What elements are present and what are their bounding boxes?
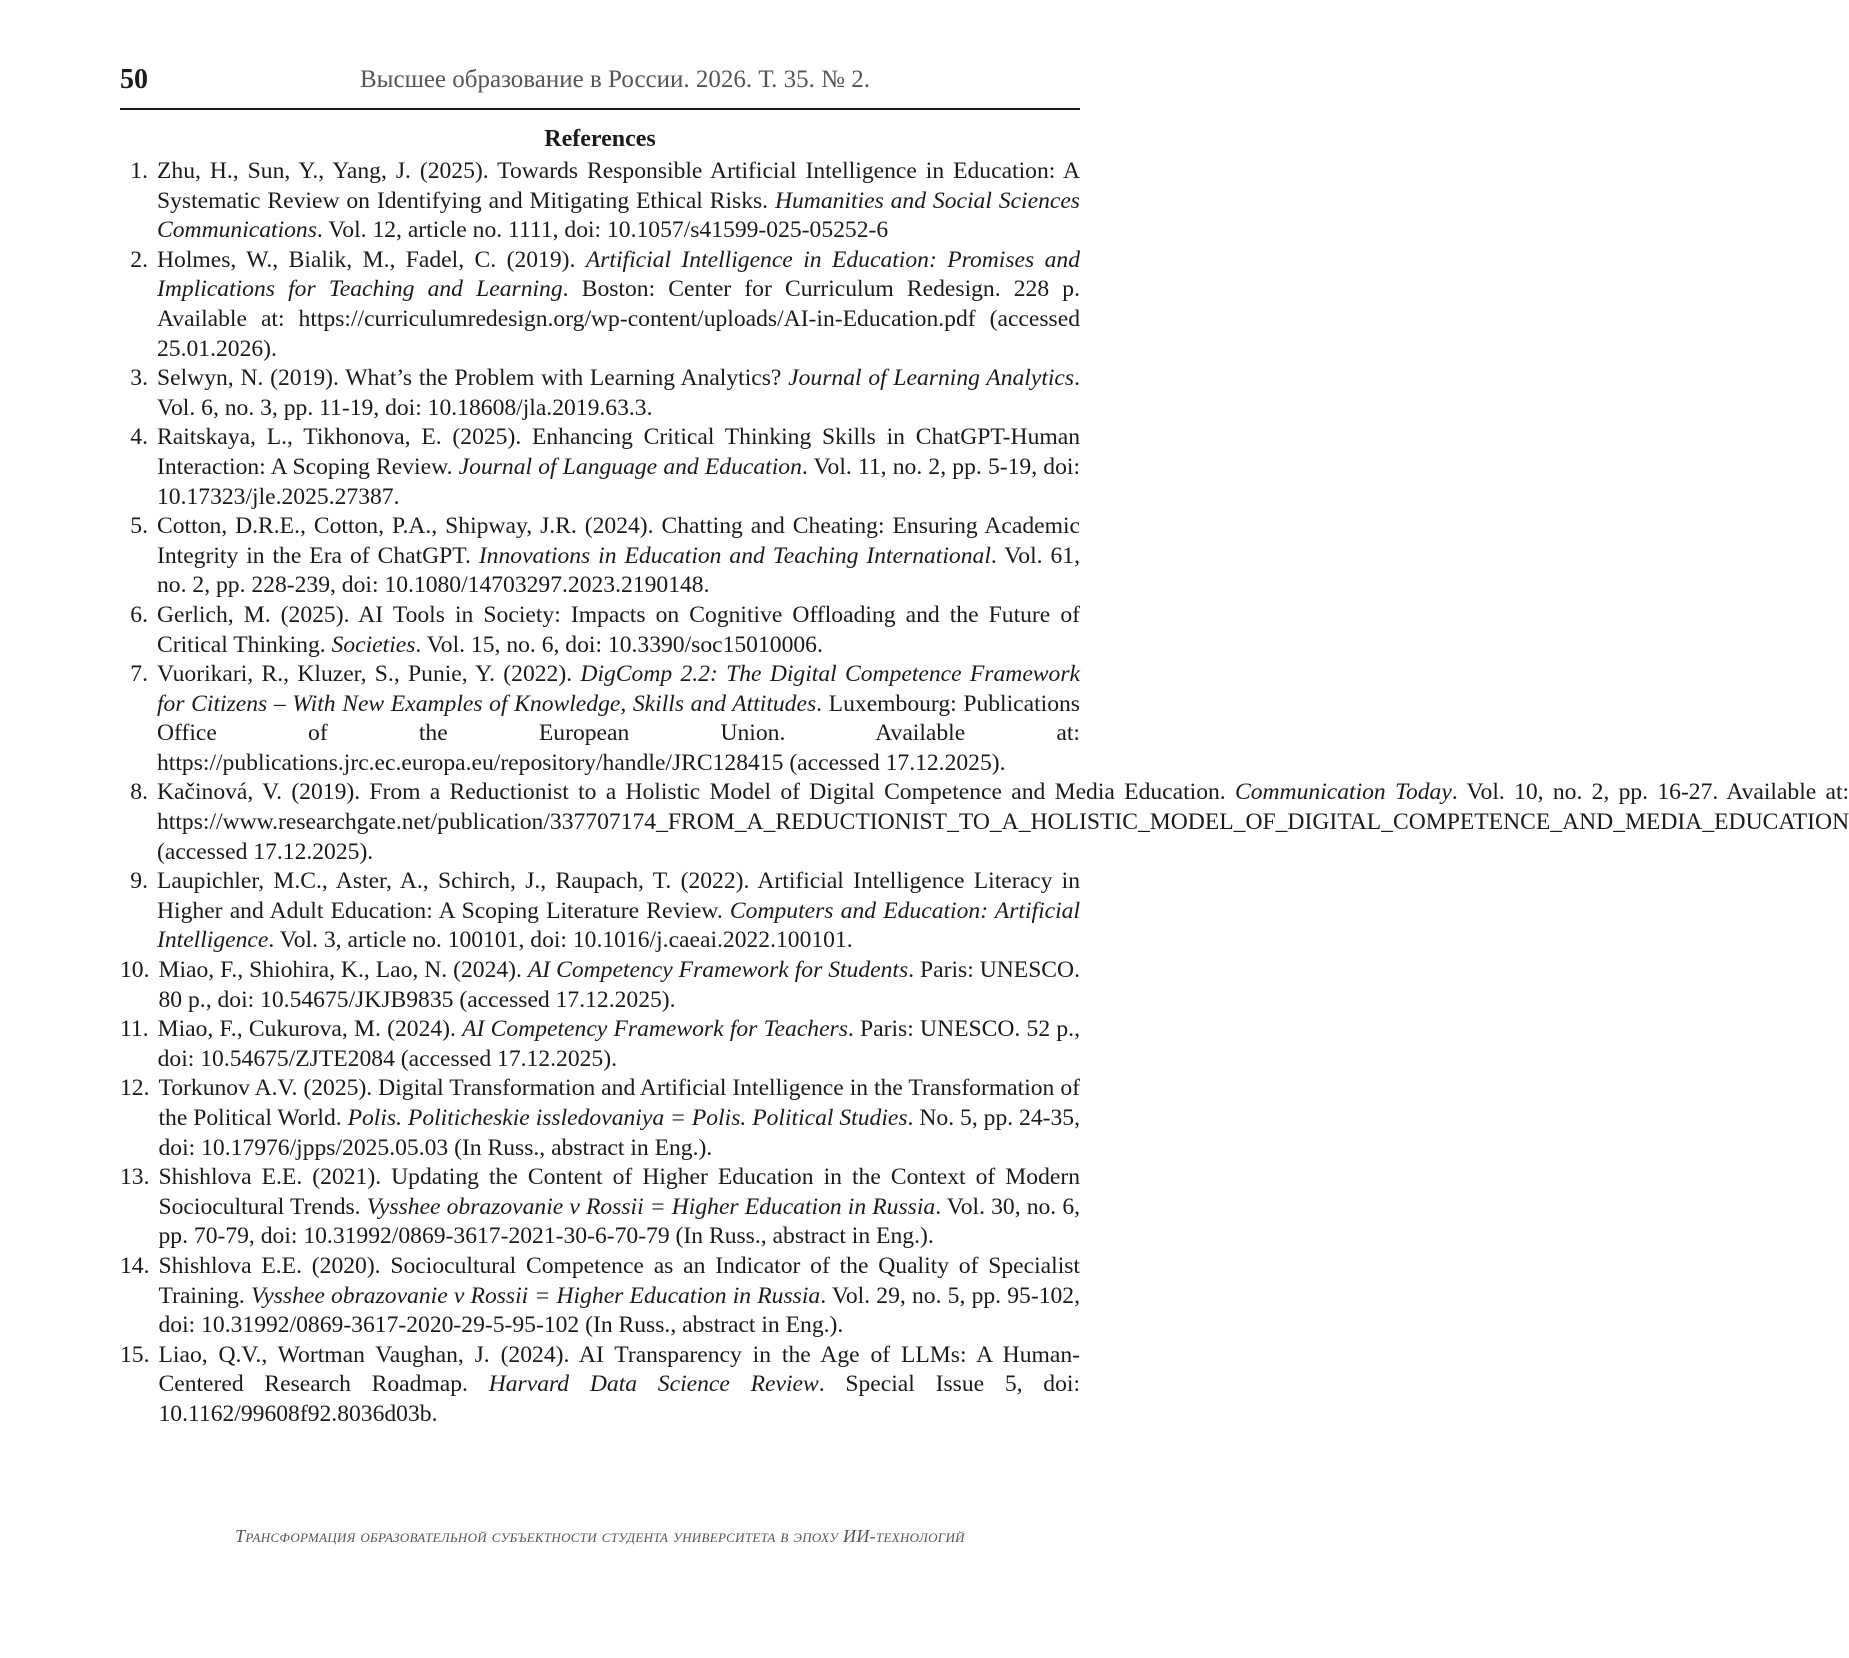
reference-text bbox=[157, 512, 1080, 601]
reference-details: . Vol. 30, no. 6, pp. 70-79, doi: 10.31992/0869-3617-2021-30-6-70-79 (In Russ., abstract in Eng.). bbox=[158, 1193, 1081, 1250]
reference-number: 9. bbox=[130, 868, 148, 895]
reference-details: . Paris: UNESCO. 52 p., doi: 10.54675/ZJTE2084 (accessed 17.12.2025). bbox=[157, 1016, 1080, 1072]
reference-number: 4. bbox=[130, 424, 148, 451]
reference-authors-title: Selwyn, N. (2019). What’s the Problem with Learning Analytics? bbox=[157, 365, 789, 392]
references-heading: References bbox=[544, 126, 656, 152]
reference-source: Harvard Data Science Review bbox=[488, 1371, 819, 1398]
reference-authors-title: Zhu, H., Sun, Y., Yang, J. (2025). Towards Responsible Artificial Intelligence in Education: A Systematic Review on Identifying and Mitigating Ethical Risks. bbox=[157, 158, 1080, 214]
references-list bbox=[120, 157, 1849, 1430]
reference-number: 1. bbox=[130, 158, 148, 184]
reference-source: Innovations in Education and Teaching International bbox=[478, 542, 991, 569]
reference-details: . Vol. 3, article no. 100101, doi: 10.1016/j.caeai.2022.100101. bbox=[268, 927, 853, 954]
reference-source: Communication Today bbox=[1234, 779, 1452, 806]
reference-details: . No. 5, pp. 24-35, doi: 10.17976/jpps/2025.05.03 (In Russ., abstract in Eng.). bbox=[158, 1105, 1080, 1161]
reference-source: Humanities and Social Sciences Communications bbox=[157, 187, 1080, 244]
reference-number: 6. bbox=[130, 601, 148, 628]
reference-text bbox=[157, 867, 1080, 956]
reference-item-10 bbox=[120, 956, 1080, 1015]
reference-item-3 bbox=[120, 364, 1080, 423]
journal-title: Высшее образование в России. 2026. Т. 35. № 2. bbox=[360, 66, 871, 93]
reference-number: 13. bbox=[120, 1164, 150, 1191]
reference-source: AI Competency Framework for Teachers bbox=[462, 1016, 848, 1043]
reference-item-8 bbox=[120, 778, 1849, 867]
reference-details: . Vol. 15, no. 6, doi: 10.3390/soc15010006. bbox=[415, 631, 823, 658]
reference-source: Polis. Politicheskie issledovaniya = Polis. Political Studies bbox=[347, 1105, 908, 1131]
reference-item-2 bbox=[120, 246, 1080, 364]
reference-text bbox=[159, 1163, 1081, 1252]
reference-text bbox=[157, 660, 1080, 778]
reference-number: 8. bbox=[130, 779, 148, 806]
reference-text bbox=[157, 778, 1849, 867]
reference-details: . Vol. 29, no. 5, pp. 95-102, doi: 10.31992/0869-3617-2020-29-5-95-102 (In Russ., abstract in Eng.). bbox=[158, 1282, 1080, 1339]
reference-details: . Boston: Center for Curriculum Redesign. 228 p. Available at: https://curriculumredesign.org/wp-content/uploads/AI-in-Education.pdf (accessed 25.01.2026). bbox=[157, 276, 1081, 362]
reference-source: Journal of Learning Analytics bbox=[788, 365, 1075, 392]
reference-item-7 bbox=[120, 660, 1080, 778]
reference-number: 7. bbox=[130, 661, 148, 688]
reference-authors-title: Cotton, D.R.E., Cotton, P.A., Shipway, J.R. (2024). Chatting and Cheating: Ensuring Academic Integrity in the Era of ChatGPT. bbox=[157, 513, 1080, 569]
reference-number: 5. bbox=[130, 513, 148, 540]
reference-item-4 bbox=[120, 423, 1080, 512]
reference-number: 3. bbox=[130, 365, 148, 392]
reference-source: Journal of Language and Education bbox=[458, 453, 802, 480]
reference-authors-title: Miao, F., Shiohira, K., Lao, N. (2024). bbox=[158, 957, 528, 984]
reference-source: Artificial Intelligence in Education: Promises and Implications for Teaching and Learning bbox=[157, 246, 1080, 303]
reference-item-13 bbox=[120, 1163, 1080, 1252]
reference-details: . Vol. 6, no. 3, pp. 11-19, doi: 10.18608/jla.2019.63.3. bbox=[157, 365, 1080, 421]
reference-item-9 bbox=[120, 867, 1080, 956]
reference-authors-title: Laupichler, M.C., Aster, A., Schirch, J., Raupach, T. (2022). Artificial Intelligence Literacy in Higher and Adult Education: A Scoping Literature Review. bbox=[157, 868, 1080, 924]
reference-text bbox=[159, 956, 1081, 1015]
reference-details: . Vol. 61, no. 2, pp. 228-239, doi: 10.1080/14703297.2023.2190148. bbox=[157, 542, 1080, 599]
reference-details: . Luxembourg: Publications Office of the European Union. Available at: https://publications.jrc.ec.europa.eu/repository/handle/JRC128415 (accessed 17.12.2025). bbox=[157, 690, 1080, 776]
reference-item-6 bbox=[120, 601, 1080, 660]
reference-authors-title: Shishlova E.E. (2021). Updating the Content of Higher Education in the Context of Modern Sociocultural Trends. bbox=[158, 1164, 1080, 1220]
reference-text bbox=[159, 1074, 1081, 1163]
reference-text bbox=[158, 1015, 1080, 1074]
reference-text bbox=[159, 1252, 1081, 1341]
reference-source: Vysshee obrazovanie v Rossii = Higher Education in Russia bbox=[366, 1193, 936, 1220]
reference-item-5 bbox=[120, 512, 1080, 601]
reference-details: . Vol. 10, no. 2, pp. 16-27. Available at: https://www.researchgate.net/publication/337707174_FROM_A_REDUCTIONIST_TO_A_HOLISTIC_MODEL_OF_DIGITAL_COMPETENCE_AND_MEDIA_EDUCATION (accessed 17.12.2025). bbox=[157, 779, 1849, 865]
running-title-footer: Трансформация образовательной субъектности студента университета в эпоху ИИ-технологий bbox=[235, 1526, 965, 1546]
reference-text bbox=[157, 364, 1080, 423]
reference-authors-title: Miao, F., Cukurova, M. (2024). bbox=[157, 1016, 463, 1043]
reference-authors-title: Holmes, W., Bialik, M., Fadel, C. (2019). bbox=[157, 246, 586, 273]
reference-authors-title: Gerlich, M. (2025). AI Tools in Society: Impacts on Cognitive Offloading and the Future of Critical Thinking. bbox=[157, 601, 1080, 658]
page-number: 50 bbox=[120, 64, 148, 95]
reference-source: AI Competency Framework for Students bbox=[527, 957, 909, 984]
reference-source: Societies bbox=[331, 631, 416, 658]
reference-number: 14. bbox=[120, 1252, 150, 1279]
reference-item-1 bbox=[120, 157, 1080, 246]
reference-number: 11. bbox=[120, 1016, 149, 1043]
reference-source: Computers and Education: Artificial Intelligence bbox=[157, 897, 1080, 954]
reference-authors-title: Liao, Q.V., Wortman Vaughan, J. (2024). AI Transparency in the Age of LLMs: A Human-Centered Research Roadmap. bbox=[158, 1341, 1080, 1398]
reference-item-15 bbox=[120, 1341, 1080, 1430]
reference-text bbox=[159, 1341, 1081, 1430]
reference-authors-title: Kačinová, V. (2019). From a Reductionist to a Holistic Model of Digital Competence and Media Education. bbox=[157, 779, 1235, 806]
reference-item-14 bbox=[120, 1252, 1080, 1341]
reference-authors-title: Shishlova E.E. (2020). Sociocultural Competence as an Indicator of the Quality of Specialist Training. bbox=[158, 1252, 1080, 1309]
reference-text bbox=[157, 423, 1080, 512]
reference-item-12 bbox=[120, 1074, 1080, 1163]
reference-text bbox=[157, 157, 1080, 246]
reference-text bbox=[157, 601, 1080, 660]
reference-details: . Vol. 12, article no. 1111, doi: 10.1057/s41599-025-05252-6 bbox=[316, 217, 889, 244]
reference-item-11 bbox=[120, 1015, 1080, 1074]
reference-source: Vysshee obrazovanie v Rossii = Higher Education in Russia bbox=[251, 1282, 821, 1309]
reference-details: . Paris: UNESCO. 80 p., doi: 10.54675/JKJB9835 (accessed 17.12.2025). bbox=[158, 957, 1080, 1013]
reference-authors-title: Vuorikari, R., Kluzer, S., Punie, Y. (2022). bbox=[157, 661, 581, 688]
reference-text bbox=[157, 246, 1080, 364]
reference-details: . Special Issue 5, doi: 10.1162/99608f92.8036d03b. bbox=[158, 1371, 1080, 1427]
page-header bbox=[120, 58, 1080, 110]
reference-number: 2. bbox=[130, 246, 148, 273]
reference-number: 12. bbox=[120, 1075, 150, 1102]
reference-authors-title: Raitskaya, L., Tikhonova, E. (2025). Enhancing Critical Thinking Skills in ChatGPT-Human Interaction: A Scoping Review. bbox=[157, 424, 1080, 480]
reference-source: DigComp 2.2: The Digital Competence Framework for Citizens – With New Examples of Knowledge, Skills and Attitudes bbox=[157, 661, 1080, 717]
reference-number: 15. bbox=[120, 1341, 150, 1368]
reference-authors-title: Torkunov A.V. (2025). Digital Transformation and Artificial Intelligence in the Transformation of the Political World. bbox=[158, 1075, 1080, 1131]
reference-details: . Vol. 11, no. 2, pp. 5-19, doi: 10.17323/jle.2025.27387. bbox=[157, 453, 1081, 510]
reference-number: 10. bbox=[120, 957, 150, 984]
